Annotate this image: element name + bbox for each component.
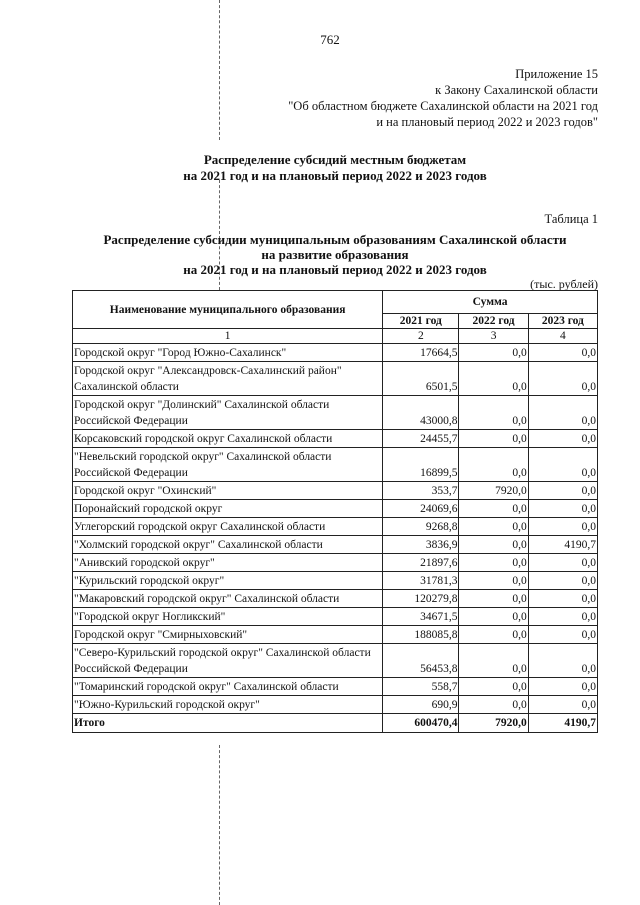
table-row — [73, 696, 598, 714]
municipality-name: "Томаринский городской округ" Сахалинской области — [73, 678, 383, 696]
total-row — [73, 714, 598, 733]
table-title — [0, 232, 640, 277]
amount-2022: 0,0 — [459, 696, 528, 714]
amount-2023: 0,0 — [528, 572, 597, 590]
amount-2022: 7920,0 — [459, 482, 528, 500]
appendix-reference — [288, 66, 598, 130]
appendix-line: Приложение 15 — [515, 67, 598, 81]
total-2021: 600470,4 — [383, 714, 459, 733]
municipality-name: Углегорский городской округ Сахалинской области — [73, 518, 383, 536]
amount-2023: 0,0 — [528, 430, 597, 448]
amount-2022: 0,0 — [459, 518, 528, 536]
amount-2023: 0,0 — [528, 500, 597, 518]
title-line: Распределение субсидий местным бюджетам — [203, 152, 467, 167]
table-row — [73, 448, 598, 482]
municipality-name: "Северо-Курильский городской округ" Сахалинской области Российской Федерации — [73, 644, 383, 678]
municipality-name: "Анивский городской округ" — [73, 554, 383, 572]
amount-2023: 0,0 — [528, 590, 597, 608]
amount-2023: 0,0 — [528, 482, 597, 500]
table-title-line: на 2021 год и на плановый период 2022 и 2023 годов — [183, 262, 487, 277]
appendix-line: "Об областном бюджете Сахалинской области на 2021 год — [288, 99, 598, 113]
municipality-name: Городской округ "Долинский" Сахалинской области Российской Федерации — [73, 396, 383, 430]
scan-artifact-line — [219, 0, 220, 140]
table-row — [73, 554, 598, 572]
header-municipality: Наименование муниципального образования — [73, 291, 383, 329]
amount-2022: 0,0 — [459, 500, 528, 518]
document-title — [0, 152, 640, 184]
municipality-name: "Южно-Курильский городской округ" — [73, 696, 383, 714]
municipality-name: "Холмский городской округ" Сахалинской области — [73, 536, 383, 554]
municipality-name: "Курильский городской округ" — [73, 572, 383, 590]
table-row — [73, 344, 598, 362]
amount-2023: 0,0 — [528, 696, 597, 714]
appendix-line: и на плановый период 2022 и 2023 годов" — [376, 115, 598, 129]
header-sum: Сумма — [383, 291, 598, 314]
amount-2022: 0,0 — [459, 626, 528, 644]
amount-2022: 0,0 — [459, 536, 528, 554]
column-index: 4 — [528, 329, 597, 344]
table-row — [73, 572, 598, 590]
header-year-2022: 2022 год — [459, 314, 528, 329]
amount-2022: 0,0 — [459, 554, 528, 572]
municipality-name: Городской округ "Смирныховский" — [73, 626, 383, 644]
title-line: на 2021 год и на плановый период 2022 и 2023 годов — [183, 168, 487, 183]
subsidies-table — [72, 290, 598, 733]
column-index: 1 — [73, 329, 383, 344]
amount-2021: 690,9 — [383, 696, 459, 714]
amount-2021: 21897,6 — [383, 554, 459, 572]
amount-2021: 56453,8 — [383, 644, 459, 678]
amount-2021: 120279,8 — [383, 590, 459, 608]
table-row — [73, 500, 598, 518]
table-row — [73, 482, 598, 500]
amount-2021: 24455,7 — [383, 430, 459, 448]
amount-2022: 0,0 — [459, 396, 528, 430]
table-row — [73, 590, 598, 608]
amount-2023: 0,0 — [528, 644, 597, 678]
amount-2023: 0,0 — [528, 518, 597, 536]
amount-2022: 0,0 — [459, 448, 528, 482]
amount-2022: 0,0 — [459, 644, 528, 678]
amount-2022: 0,0 — [459, 344, 528, 362]
amount-2023: 0,0 — [528, 396, 597, 430]
table-row — [73, 626, 598, 644]
amount-2022: 0,0 — [459, 608, 528, 626]
amount-2023: 0,0 — [528, 344, 597, 362]
amount-2021: 353,7 — [383, 482, 459, 500]
total-label: Итого — [73, 714, 383, 733]
table-row — [73, 678, 598, 696]
amount-2022: 0,0 — [459, 678, 528, 696]
municipality-name: Городской округ "Александровск-Сахалинский район" Сахалинской области — [73, 362, 383, 396]
amount-2021: 558,7 — [383, 678, 459, 696]
amount-2023: 0,0 — [528, 362, 597, 396]
table-row — [73, 430, 598, 448]
amount-2021: 24069,6 — [383, 500, 459, 518]
table-row — [73, 362, 598, 396]
table-title-line: Распределение субсидии муниципальным образованиям Сахалинской области — [103, 232, 567, 247]
amount-2021: 34671,5 — [383, 608, 459, 626]
table-row — [73, 518, 598, 536]
amount-2021: 3836,9 — [383, 536, 459, 554]
scan-artifact-line — [219, 745, 220, 905]
header-year-2021: 2021 год — [383, 314, 459, 329]
header-year-2023: 2023 год — [528, 314, 597, 329]
amount-2023: 0,0 — [528, 554, 597, 572]
amount-2022: 0,0 — [459, 572, 528, 590]
amount-2023: 0,0 — [528, 608, 597, 626]
total-2023: 4190,7 — [528, 714, 597, 733]
municipality-name: "Невельский городской округ" Сахалинской области Российской Федерации — [73, 448, 383, 482]
page-number: 762 — [320, 32, 340, 47]
amount-2023: 0,0 — [528, 448, 597, 482]
amount-2021: 16899,5 — [383, 448, 459, 482]
table-row — [73, 536, 598, 554]
amount-2021: 6501,5 — [383, 362, 459, 396]
table-row — [73, 396, 598, 430]
amount-2023: 4190,7 — [528, 536, 597, 554]
amount-2021: 17664,5 — [383, 344, 459, 362]
amount-2022: 0,0 — [459, 362, 528, 396]
units-note: (тыс. рублей) — [530, 277, 598, 291]
table-row — [73, 644, 598, 678]
amount-2021: 188085,8 — [383, 626, 459, 644]
table-label: Таблица 1 — [544, 212, 598, 226]
municipality-name: "Макаровский городской округ" Сахалинской области — [73, 590, 383, 608]
amount-2022: 0,0 — [459, 430, 528, 448]
amount-2023: 0,0 — [528, 626, 597, 644]
amount-2021: 9268,8 — [383, 518, 459, 536]
amount-2022: 0,0 — [459, 590, 528, 608]
column-index: 2 — [383, 329, 459, 344]
municipality-name: "Городской округ Ногликский" — [73, 608, 383, 626]
municipality-name: Городской округ "Город Южно-Сахалинск" — [73, 344, 383, 362]
municipality-name: Корсаковский городской округ Сахалинской области — [73, 430, 383, 448]
amount-2023: 0,0 — [528, 678, 597, 696]
appendix-line: к Закону Сахалинской области — [435, 83, 598, 97]
column-index: 3 — [459, 329, 528, 344]
amount-2021: 43000,8 — [383, 396, 459, 430]
total-2022: 7920,0 — [459, 714, 528, 733]
table-row — [73, 608, 598, 626]
municipality-name: Городской округ "Охинский" — [73, 482, 383, 500]
table-title-line: на развитие образования — [261, 247, 409, 262]
amount-2021: 31781,3 — [383, 572, 459, 590]
municipality-name: Поронайский городской округ — [73, 500, 383, 518]
